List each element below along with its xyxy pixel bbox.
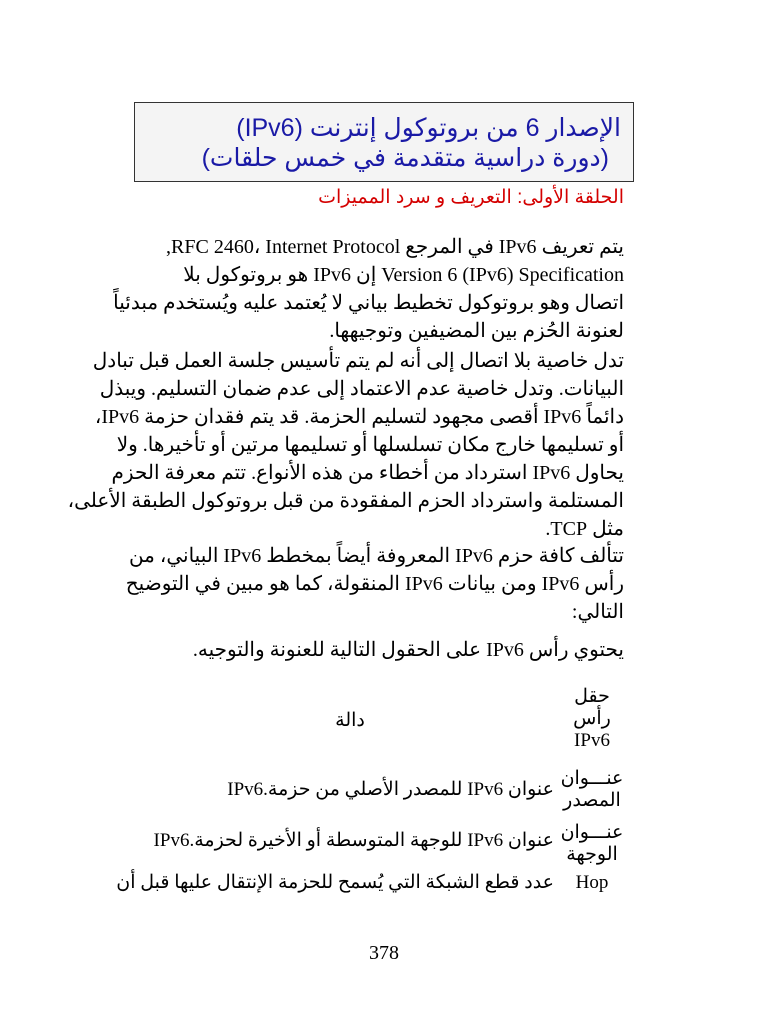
episode-subtitle: الحلقة الأولى: التعريف و سرد المميزات — [318, 187, 624, 208]
paragraph-line: البيانات. وتدل خاصية عدم الاعتماد إلى عدم ضمان التسليم. ويبذل — [99, 378, 624, 400]
paragraph-line: المستلمة واسترداد الحزم المفقودة من قبل بروتوكول الطبقة الأعلى، — [67, 490, 624, 512]
paragraph-packets — [125, 542, 624, 626]
paragraph-line: التالي: — [571, 601, 624, 623]
page-number: 378 — [369, 942, 399, 964]
table-row-desc: عنوان IPv6 للوجهة المتوسطة أو الأخيرة لحزمة.IPv6 — [153, 830, 554, 851]
field-word: عنـــوان — [560, 822, 624, 843]
paragraph-line: رأس IPv6 ومن بيانات IPv6 المنقولة، كما هو مبين في التوضيح — [125, 573, 624, 595]
table-row-field — [560, 822, 624, 866]
table-header-function: دالة — [335, 710, 365, 731]
title-box — [134, 102, 634, 182]
table-row-field — [560, 872, 624, 894]
table-row-desc: عنوان IPv6 للمصدر الأصلي من حزمة.IPv6 — [227, 779, 554, 800]
paragraph-line: اتصال وهو بروتوكول تخطيط بياني لا يُعتمد عليه ويُستخدم مبدئياً — [113, 292, 624, 314]
paragraph-connectionless — [67, 347, 624, 543]
paragraph-line: يحتوي رأس IPv6 على الحقول التالية للعنونة والتوجيه. — [192, 639, 624, 661]
title-line-2: (دورة دراسية متقدمة في خمس حلقات) — [201, 144, 609, 172]
table-row-field — [560, 768, 624, 812]
paragraph-line: دائماً IPv6 أقصى مجهود لتسليم الحزمة. قد يتم فقدان حزمة IPv6، — [94, 406, 624, 428]
field-word: الوجهة — [566, 844, 618, 865]
paragraph-line: يتم تعريف IPv6 في المرجع RFC 2460، Internet Protocol, — [166, 236, 624, 258]
header-field-word: IPv6 — [574, 730, 610, 751]
paragraph-header-fields — [144, 636, 624, 664]
field-word: Hop — [575, 872, 609, 893]
paragraph-line: لعنونة الحُزم بين المضيفين وتوجيهها. — [329, 320, 624, 342]
paragraph-definition — [113, 233, 624, 345]
paragraph-line: تتألف كافة حزم IPv6 المعروفة أيضاً بمخطط IPv6 البياني، من — [128, 545, 624, 567]
field-word: المصدر — [563, 790, 621, 811]
field-word: عنـــوان — [560, 768, 624, 789]
paragraph-line: أو تسليمها خارج مكان تسلسلها أو تسليمها مرتين أو تأخيرها. ولا — [116, 434, 624, 456]
title-line-1: الإصدار 6 من بروتوكول إنترنت (IPv6) — [236, 114, 621, 142]
table-row-desc: عدد قطع الشبكة التي يُسمح للحزمة الإنتقال عليها قبل أن — [116, 872, 554, 893]
paragraph-line: يحاول IPv6 استرداد من أخطاء من هذه الأنواع. تتم معرفة الحزم — [111, 462, 624, 484]
paragraph-line: تدل خاصية بلا اتصال إلى أنه لم يتم تأسيس جلسة العمل قبل تبادل — [92, 350, 624, 372]
header-field-word: رأس — [573, 708, 611, 729]
paragraph-line: مثل TCP. — [545, 518, 624, 540]
header-field-word: حقل — [574, 686, 610, 707]
table-header-field — [560, 686, 624, 752]
paragraph-line: Version 6 (IPv6) Specification إن IPv6 هو بروتوكول بلا — [183, 264, 624, 286]
